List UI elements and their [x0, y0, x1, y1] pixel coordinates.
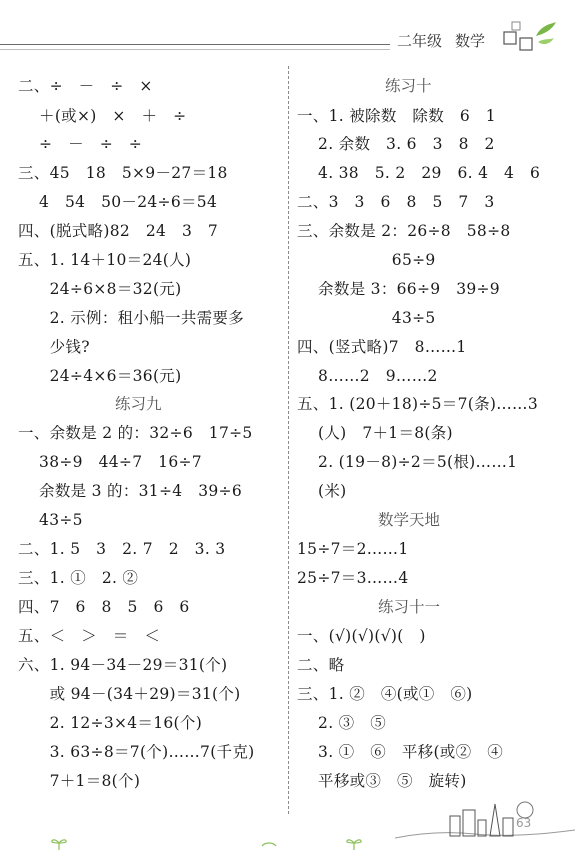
answer-line: 2. 12÷3×4＝16(个) — [18, 714, 203, 732]
answer-line: 65÷9 — [297, 251, 436, 269]
page-number: 63 — [516, 816, 532, 830]
answer-line: 四、(脱式略)82 24 3 7 — [18, 222, 219, 240]
answer-line: 43÷5 — [297, 309, 436, 327]
answer-line: 一、(√)(√)(√)( ) — [297, 627, 426, 645]
answer-line: 四、7 6 8 5 6 6 — [18, 598, 190, 616]
header-rule-secondary — [0, 49, 390, 50]
header-grade: 二年级 — [397, 32, 443, 50]
answer-line: 8……2 9……2 — [297, 367, 438, 385]
answer-line: 二、1. 5 3 2. 7 2 3. 3 — [18, 540, 226, 558]
header-decoration-icon — [500, 18, 560, 58]
section-heading: 练习十一 — [378, 598, 441, 616]
answer-line: 少钱? — [18, 338, 90, 356]
skyline-decoration-icon — [395, 790, 575, 842]
answer-line: 五、1. (20＋18)÷5＝7(条)……3 — [297, 395, 539, 413]
answer-line: 2. (19－8)÷2＝5(根)……1 — [297, 453, 518, 471]
answer-line: 15÷7＝2……1 — [297, 540, 409, 558]
answer-line: 平移或③ ⑤ 旋转) — [297, 772, 467, 790]
answer-line: 4. 38 5. 2 29 6. 4 4 6 — [297, 164, 541, 182]
answer-line: 3. ① ⑥ 平移(或② ④ — [297, 743, 503, 761]
answer-line: 25÷7＝3……4 — [297, 569, 409, 587]
answer-line: 余数是 3 的：31÷4 39÷6 — [18, 482, 242, 500]
answer-line: 三、45 18 5×9－27＝18 — [18, 164, 228, 182]
answer-line: 二、3 3 6 8 5 7 3 — [297, 193, 495, 211]
answer-line: 3. 63÷8＝7(个)……7(千克) — [18, 743, 255, 761]
answer-line: 二、÷ － ÷ × — [18, 77, 153, 95]
answer-line: (米) — [297, 482, 347, 500]
answer-line: 三、1. ① 2. ② — [18, 569, 139, 587]
answer-line: 余数是 3：66÷9 39÷9 — [297, 280, 500, 298]
answer-line: 24÷6×8＝32(元) — [18, 280, 182, 298]
answer-line: 一、余数是 2 的：32÷6 17÷5 — [18, 424, 253, 442]
column-divider — [288, 66, 289, 814]
answer-line: ＋(或×) × ＋ ÷ — [18, 107, 187, 125]
answer-line: 或 94－(34＋29)＝31(个) — [18, 685, 241, 703]
sprout-icon — [50, 836, 68, 850]
header-subject: 数学 — [455, 32, 486, 50]
answer-line: 三、余数是 2：26÷8 58÷8 — [297, 222, 511, 240]
answer-line: 43÷5 — [18, 511, 83, 529]
section-heading: 数学天地 — [378, 511, 441, 529]
answer-line: 四、(竖式略)7 8……1 — [297, 338, 467, 356]
section-heading: 练习十 — [385, 77, 432, 95]
answer-line: 2. ③ ⑤ — [297, 714, 387, 732]
answer-line: 一、1. 被除数 除数 6 1 — [297, 107, 496, 125]
header-rule — [0, 44, 390, 45]
answer-line: ÷ － ÷ ÷ — [18, 135, 143, 153]
answer-line: 五、1. 14＋10＝24(人) — [18, 251, 192, 269]
answer-line: 五、＜ ＞ ＝ ＜ — [18, 627, 161, 645]
answer-line: (人) 7＋1＝8(条) — [297, 424, 453, 442]
sprout-icon — [345, 836, 363, 850]
answer-line: 2. 示例：租小船一共需要多 — [18, 309, 245, 327]
answer-line: 24÷4×6＝36(元) — [18, 367, 182, 385]
answer-line: 三、1. ② ④(或① ⑥) — [297, 685, 473, 703]
answer-line: 二、略 — [297, 656, 345, 674]
answer-line: 4 54 50－24÷6＝54 — [18, 193, 218, 211]
sprout-icon — [260, 838, 278, 852]
answer-line: 2. 余数 3. 6 3 8 2 — [297, 135, 495, 153]
section-heading: 练习九 — [115, 395, 162, 413]
answer-line: 六、1. 94－34－29＝31(个) — [18, 656, 228, 674]
answer-line: 7＋1＝8(个) — [18, 772, 141, 790]
answer-line: 38÷9 44÷7 16÷7 — [18, 453, 202, 471]
